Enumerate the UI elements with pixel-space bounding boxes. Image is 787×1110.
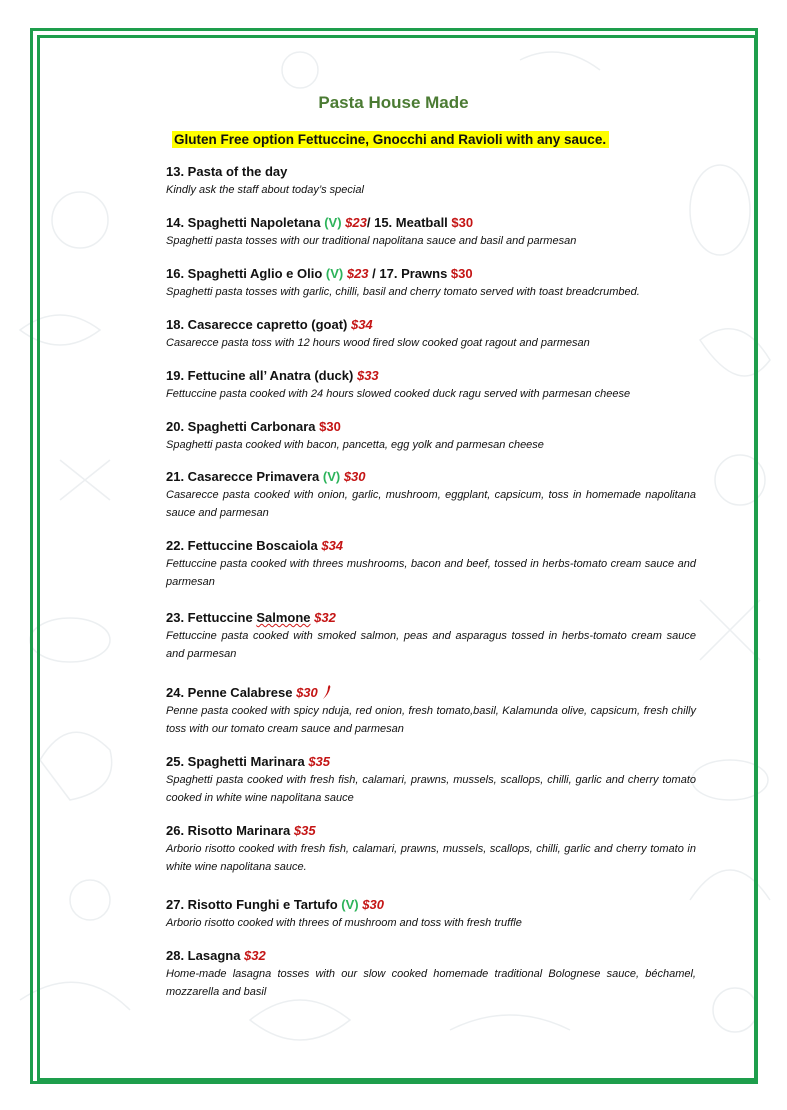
price-label: $34 xyxy=(350,317,373,332)
price-label: $34 xyxy=(321,538,344,553)
gluten-free-note: Gluten Free option Fettuccine, Gnocchi and Ravioli with any sauce. xyxy=(172,131,609,148)
price-label: $30 xyxy=(296,685,318,700)
dish-name xyxy=(166,214,696,231)
dish-description: Kindly ask the staff about today’s special xyxy=(166,184,364,196)
dish-name xyxy=(166,609,696,626)
price-label: $32 xyxy=(244,948,266,963)
price-label: $35 xyxy=(308,754,331,769)
menu-item xyxy=(166,609,696,663)
price-label: $23 xyxy=(346,266,369,281)
dish-description: Spaghetti pasta tosses with garlic, chilli, basil and cherry tomato served with toast breadcrumbed. xyxy=(166,286,640,298)
dish-name-text: Salmone xyxy=(256,610,311,625)
menu-item xyxy=(166,753,696,807)
dish-description: Fettuccine pasta cooked with threes mushrooms, bacon and beef, tossed in herbs-tomato cream sauce and parmesan xyxy=(166,558,696,588)
dish-name xyxy=(166,537,696,554)
dish-name xyxy=(166,367,696,384)
menu-item xyxy=(166,684,696,738)
vegetarian-badge: (V) xyxy=(325,266,344,281)
menu-item xyxy=(166,418,696,454)
vegetarian-badge: (V) xyxy=(322,469,341,484)
dish-name-text: 16. Spaghetti Aglio e Olio xyxy=(166,266,326,281)
price-label: $32 xyxy=(314,610,336,625)
dish-name-text: 20. Spaghetti Carbonara xyxy=(166,419,320,434)
dish-name-text: 19. Fettucine all’ Anatra (duck) xyxy=(166,368,357,383)
dish-name xyxy=(166,418,696,435)
price-label: $30 xyxy=(319,419,341,434)
menu-item xyxy=(166,214,696,250)
dish-name xyxy=(166,468,696,485)
dish-description: Home-made lasagna tosses with our slow cooked homemade traditional Bolognese sauce, béchamel, mozzarella and basil xyxy=(166,968,696,998)
dish-name xyxy=(166,265,696,282)
dish-name-text: / 17. Prawns xyxy=(368,266,451,281)
price-label: $30 xyxy=(343,469,366,484)
dish-description: Casarecce pasta cooked with onion, garlic, mushroom, eggplant, capsicum, toss in homemade napolitana sauce and parmesan xyxy=(166,489,696,519)
menu-item xyxy=(166,468,696,522)
menu-title: Pasta House Made xyxy=(318,93,469,112)
dish-description: Arborio risotto cooked with fresh fish, calamari, prawns, mussels, scallops, chilli, garlic and cherry tomato in white wine napolitana sauce. xyxy=(166,843,696,873)
vegetarian-badge: (V) xyxy=(324,215,342,230)
dish-name xyxy=(166,684,696,701)
dish-name xyxy=(166,163,696,180)
price-label: $23 xyxy=(345,215,367,230)
price-label: $30 xyxy=(450,266,473,281)
dish-name-text: / 15. Meatball xyxy=(366,215,452,230)
dish-name xyxy=(166,822,696,839)
dish-name-text: 28. Lasagna xyxy=(166,948,245,963)
menu-item xyxy=(166,265,696,301)
menu-item xyxy=(166,822,696,876)
price-label: $33 xyxy=(356,368,379,383)
chilli-icon xyxy=(320,684,332,700)
dish-name-text: 18. Casarecce capretto (goat) xyxy=(166,317,351,332)
dish-description: Spaghetti pasta tosses with our traditional napolitana sauce and basil and parmesan xyxy=(166,235,577,247)
menu-item xyxy=(166,537,696,591)
dish-description: Arborio risotto cooked with threes of mushroom and toss with fresh truffle xyxy=(166,917,522,929)
dish-name-text: 13. Pasta of the day xyxy=(166,164,288,179)
price-label: $35 xyxy=(293,823,316,838)
dish-description: Penne pasta cooked with spicy nduja, red onion, fresh tomato,basil, Kalamunda olive, capsicum, fresh chilly toss with our tomato cream sauce and parmesan xyxy=(166,705,696,735)
menu-item xyxy=(166,316,696,352)
dish-name-text: 26. Risotto Marinara xyxy=(166,823,294,838)
dish-name-text: 21. Casarecce Primavera xyxy=(166,469,323,484)
price-label: $30 xyxy=(451,215,474,230)
dish-name-text: 24. Penne Calabrese xyxy=(166,685,297,700)
dish-name-text: 23. Fettuccine xyxy=(166,610,257,625)
menu-item xyxy=(166,896,696,932)
dish-name xyxy=(166,753,696,770)
dish-description: Spaghetti pasta cooked with fresh fish, calamari, prawns, mussels, scallops, chilli, garlic and cherry tomato cooked in white wine napolitana sauce xyxy=(166,774,696,804)
dish-description: Fettuccine pasta cooked with 24 hours slowed cooked duck ragu served with parmesan cheese xyxy=(166,388,631,400)
dish-name xyxy=(166,316,696,333)
dish-description: Casarecce pasta toss with 12 hours wood fired slow cooked goat ragout and parmesan xyxy=(166,337,590,349)
price-label: $30 xyxy=(362,897,384,912)
dish-description: Fettuccine pasta cooked with smoked salmon, peas and asparagus tossed in herbs-tomato cream sauce and parmesan xyxy=(166,630,696,660)
dish-name-text: 22. Fettuccine Boscaiola xyxy=(166,538,322,553)
dish-name xyxy=(166,947,696,964)
menu-item xyxy=(166,947,696,1001)
menu-item xyxy=(166,163,696,199)
dish-name xyxy=(166,896,696,913)
vegetarian-badge: (V) xyxy=(341,897,359,912)
dish-name-text: 14. Spaghetti Napoletana xyxy=(166,215,325,230)
dish-description: Spaghetti pasta cooked with bacon, pancetta, egg yolk and parmesan cheese xyxy=(166,439,544,451)
dish-name-text: 27. Risotto Funghi e Tartufo xyxy=(166,897,342,912)
menu-item xyxy=(166,367,696,403)
dish-name-text: 25. Spaghetti Marinara xyxy=(166,754,309,769)
